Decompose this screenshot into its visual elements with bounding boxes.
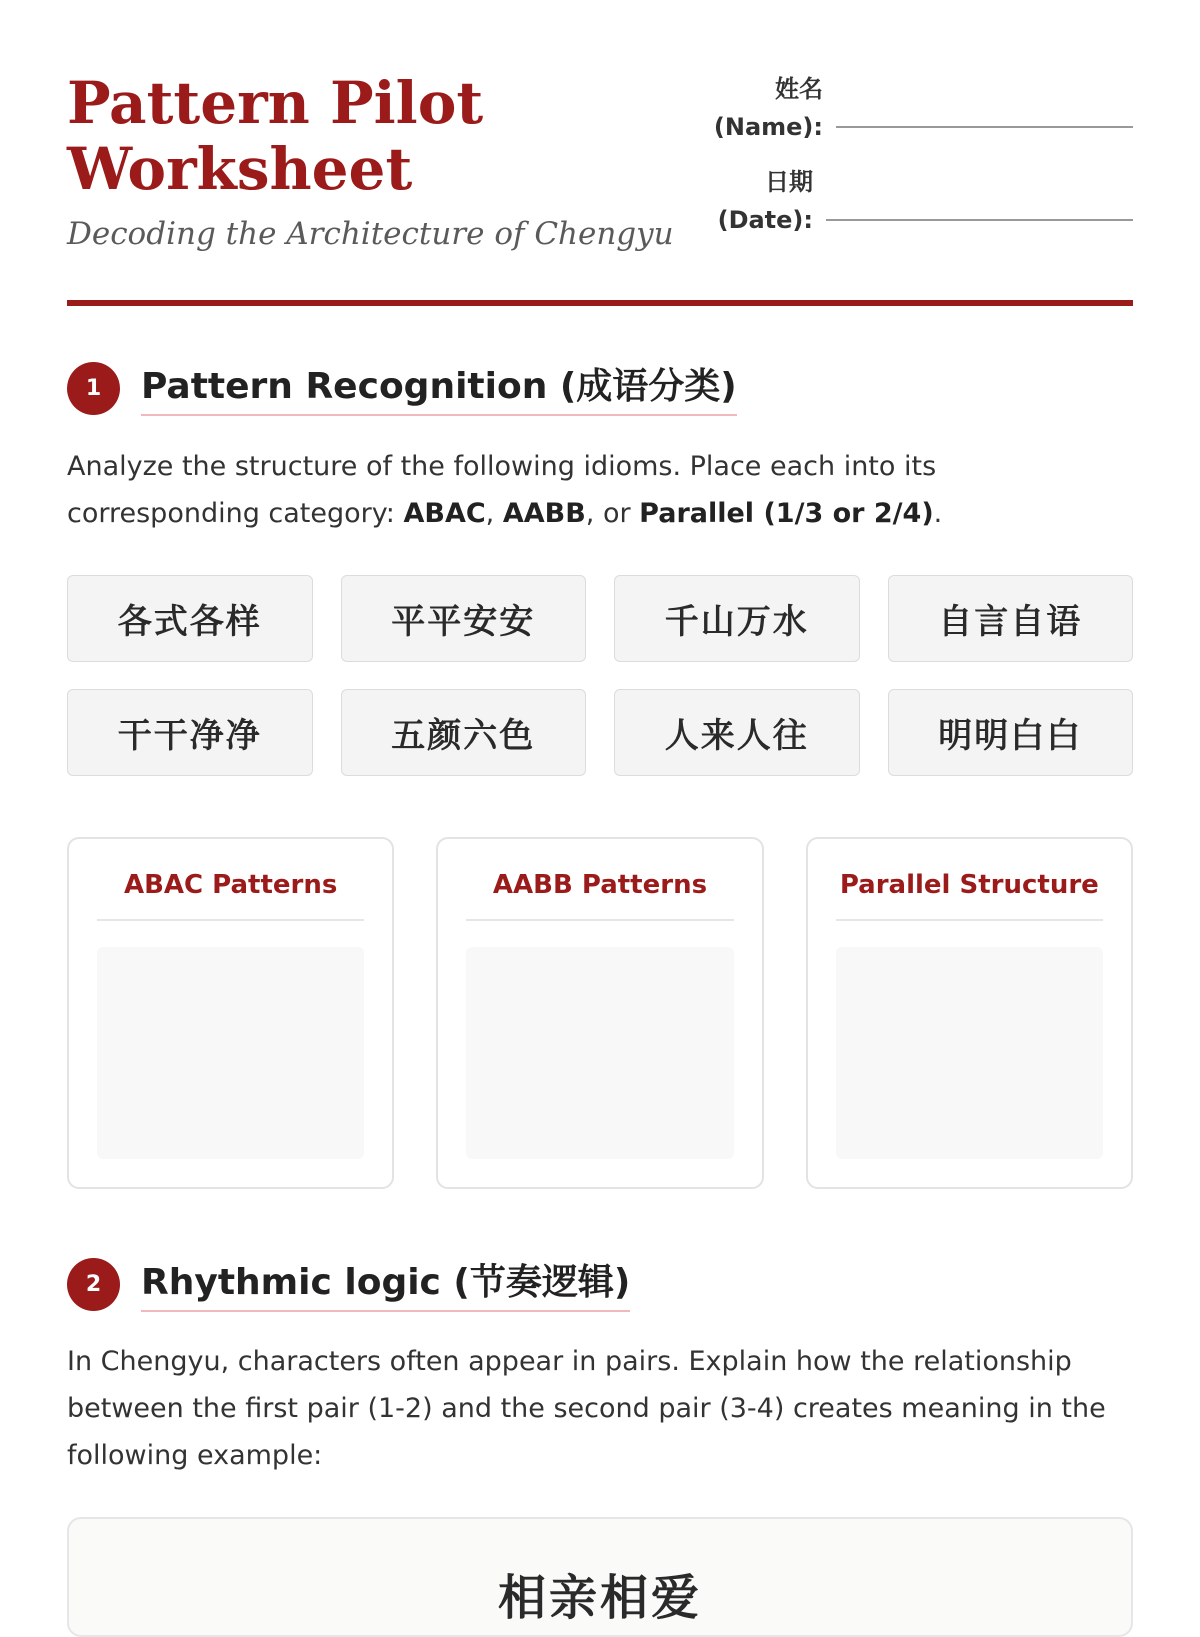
category-box-abac: [67, 837, 394, 1189]
idiom-tile[interactable]: 五颜六色: [341, 689, 587, 776]
header-divider: [67, 300, 1133, 306]
date-field-label: [703, 163, 813, 239]
category-name-abac: ABAC: [403, 498, 486, 529]
idiom-tile[interactable]: 明明白白: [888, 689, 1134, 776]
category-box-parallel: [806, 837, 1133, 1189]
category-box-aabb: [436, 837, 763, 1189]
date-input-line[interactable]: [826, 219, 1133, 221]
idiom-tile[interactable]: 干干净净: [67, 689, 313, 776]
example-box: [67, 1517, 1133, 1637]
page-subtitle: Decoding the Architecture of Chengyu: [67, 216, 674, 252]
name-field[interactable]: [703, 70, 1133, 140]
instruction-text: Analyze the structure of the following idioms. Place each into its corresponding category:: [67, 451, 937, 529]
category-title: AABB Patterns: [466, 861, 733, 921]
category-drop-zone[interactable]: [836, 947, 1103, 1159]
category-drop-zone[interactable]: [466, 947, 733, 1159]
category-title: Parallel Structure: [836, 861, 1103, 921]
idiom-tile[interactable]: 千山万水: [614, 575, 860, 662]
section-1-instructions: [67, 443, 1133, 537]
category-name-parallel: Parallel (1/3 or 2/4): [639, 498, 934, 529]
name-field-label: [703, 70, 823, 146]
idiom-tile[interactable]: 平平安安: [341, 575, 587, 662]
instruction-separator: ,: [485, 498, 503, 529]
idiom-tile[interactable]: 自言自语: [888, 575, 1134, 662]
idiom-tiles: [67, 575, 1133, 776]
date-label-english: (Date):: [717, 206, 813, 234]
category-title: ABAC Patterns: [97, 861, 364, 921]
category-name-aabb: AABB: [502, 498, 586, 529]
section-1-number-badge: 1: [67, 362, 120, 415]
category-drop-zone[interactable]: [97, 947, 364, 1159]
instruction-end: .: [933, 498, 943, 529]
instruction-separator: , or: [585, 498, 640, 529]
category-boxes: [67, 837, 1133, 1189]
section-2-number-badge: 2: [67, 1258, 120, 1311]
date-field[interactable]: [703, 163, 1133, 233]
idiom-tile[interactable]: 人来人往: [614, 689, 860, 776]
section-1-heading: [67, 362, 1133, 418]
section-1-title: Pattern Recognition (成语分类): [141, 360, 737, 416]
name-input-line[interactable]: [836, 126, 1133, 128]
idiom-tile[interactable]: 各式各样: [67, 575, 313, 662]
name-label-chinese: 姓名: [775, 75, 823, 103]
section-2-instructions: In Chengyu, characters often appear in pairs. Explain how the relationship between the first pair (1-2) and the second pair (3-4) creates meaning in the following example:: [67, 1346, 1106, 1471]
name-label-english: (Name):: [713, 113, 823, 141]
page-title: Pattern Pilot Worksheet: [67, 69, 484, 203]
section-2-title: Rhythmic logic (节奏逻辑): [141, 1256, 630, 1312]
worksheet-header: [67, 70, 1133, 310]
date-label-chinese: 日期: [765, 168, 813, 196]
section-2-heading: [67, 1258, 1133, 1314]
example-idiom: 相亲相爱: [497, 1570, 702, 1626]
